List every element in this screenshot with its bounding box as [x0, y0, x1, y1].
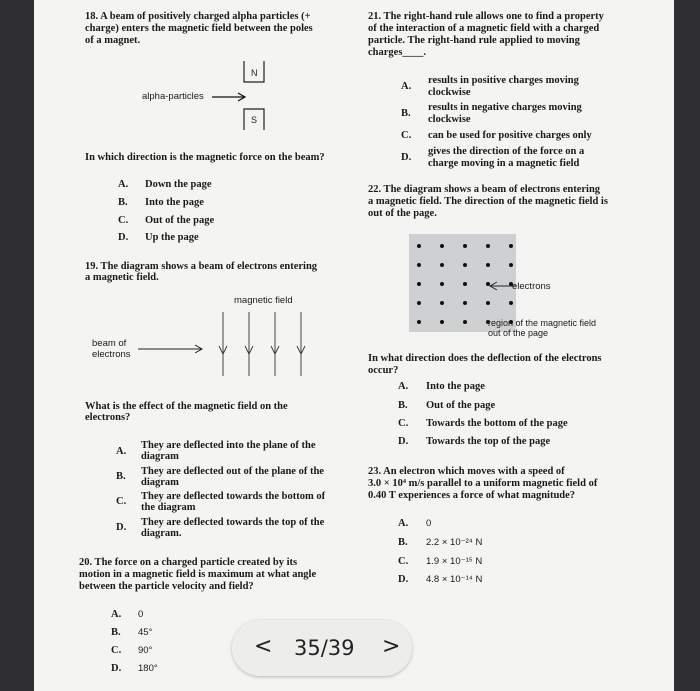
q22-prompt-line1: 22. The diagram shows a beam of electrons entering: [368, 184, 601, 195]
q19-option-letter: B.: [116, 471, 126, 482]
q22-prompt-line2: a magnetic field. The direction of the magnetic field is: [368, 196, 608, 207]
q23-prompt-line1: 23. An electron which moves with a speed of: [368, 466, 565, 477]
worksheet-page: [34, 0, 674, 691]
q22-option-d[interactable]: Towards the top of the page: [426, 436, 551, 447]
q22-option-a[interactable]: Into the page: [426, 381, 485, 392]
q21-prompt-line1: 21. The right-hand rule allows one to find a property: [368, 11, 604, 22]
magnetic-field-lines: [209, 308, 329, 380]
q21-option-a-line1[interactable]: results in positive charges moving: [428, 75, 579, 86]
q19-option-c-line2[interactable]: the diagram: [141, 502, 196, 513]
q20-option-letter: A.: [111, 609, 122, 620]
magnetic-field-label: magnetic field: [234, 295, 293, 306]
field-dot: [440, 244, 444, 248]
field-dot: [463, 320, 467, 324]
alpha-particles-label: alpha-particles: [142, 91, 204, 102]
q20-option-d[interactable]: 180°: [138, 663, 158, 674]
field-dot: [463, 244, 467, 248]
q21-option-letter: C.: [401, 130, 412, 141]
q22-option-letter: D.: [398, 436, 409, 447]
q20-prompt-line3: between the particle velocity and field?: [79, 581, 254, 592]
field-dot: [417, 282, 421, 286]
q21-option-c[interactable]: can be used for positive charges only: [428, 130, 592, 141]
beam-label-line1: beam of: [92, 338, 127, 349]
field-dot: [509, 301, 513, 305]
field-dot: [417, 244, 421, 248]
electrons-label: electrons: [512, 281, 551, 292]
q19-option-letter: A.: [116, 446, 127, 457]
field-dot: [440, 263, 444, 267]
q18-option-a[interactable]: Down the page: [145, 179, 212, 190]
q19-prompt-line2: a magnetic field.: [85, 272, 159, 283]
field-dot: [440, 301, 444, 305]
q19-question-line1: What is the effect of the magnetic field on the: [85, 401, 288, 412]
field-dot: [463, 301, 467, 305]
q18-option-letter: B.: [118, 197, 128, 208]
field-dot: [440, 320, 444, 324]
q23-option-letter: D.: [398, 574, 409, 585]
field-dot: [509, 263, 513, 267]
q18-option-d[interactable]: Up the page: [145, 232, 199, 243]
q22-option-c[interactable]: Towards the bottom of the page: [426, 418, 568, 429]
q23-option-d[interactable]: 4.8 × 10⁻¹⁴ N: [426, 574, 483, 585]
q19-option-letter: D.: [116, 522, 127, 533]
electron-beam-arrow: [138, 344, 204, 354]
q20-option-c[interactable]: 90°: [138, 645, 153, 656]
page-counter: 35/39: [294, 636, 355, 660]
field-dot: [486, 301, 490, 305]
q18-prompt-line3: of a magnet.: [85, 35, 141, 46]
q18-option-letter: D.: [118, 232, 129, 243]
q23-prompt-line3: 0.40 T experiences a force of what magnitude?: [368, 490, 576, 501]
q20-option-letter: D.: [111, 663, 122, 674]
q21-prompt-line4: charges____.: [368, 47, 427, 58]
q18-option-letter: C.: [118, 215, 129, 226]
q22-option-letter: C.: [398, 418, 409, 429]
page-navigator: [232, 620, 412, 676]
q18-prompt-line1: 18. A beam of positively charged alpha particles (+: [85, 11, 311, 22]
north-pole-box: [243, 61, 265, 83]
q22-option-letter: A.: [398, 381, 409, 392]
field-dot: [486, 263, 490, 267]
q23-prompt-line2: 3.0 × 10⁴ m/s parallel to a uniform magnetic field of: [368, 478, 598, 489]
q22-question-line2: occur?: [368, 365, 399, 376]
q19-option-b-line1[interactable]: They are deflected out of the plane of the: [141, 466, 324, 477]
field-dot: [463, 263, 467, 267]
q21-option-letter: D.: [401, 152, 412, 163]
q23-option-letter: B.: [398, 537, 408, 548]
q22-question-line1: In what direction does the deflection of the electrons: [368, 353, 602, 364]
south-pole-label: S: [251, 115, 258, 125]
q22-prompt-line3: out of the page.: [368, 208, 437, 219]
north-pole-label: N: [251, 68, 258, 78]
q19-option-d-line1[interactable]: They are deflected towards the top of the: [141, 517, 325, 528]
q23-option-letter: A.: [398, 518, 409, 529]
q21-option-b-line2[interactable]: clockwise: [428, 114, 471, 125]
q21-option-a-line2[interactable]: clockwise: [428, 87, 471, 98]
field-dot: [417, 320, 421, 324]
q20-prompt-line2: motion in a magnetic field is maximum at what angle: [79, 569, 317, 580]
prev-page-button[interactable]: <: [254, 634, 273, 659]
q19-option-c-line1[interactable]: They are deflected towards the bottom of: [141, 491, 326, 502]
q18-prompt-line2: charge) enters the magnetic field between the poles: [85, 23, 313, 34]
field-dot: [417, 263, 421, 267]
region-label-line2: out of the page: [488, 328, 549, 338]
q18-question: In which direction is the magnetic force on the beam?: [85, 152, 325, 163]
region-label-line1: region of the magnetic field: [488, 318, 597, 328]
q19-prompt-line1: 19. The diagram shows a beam of electrons entering: [85, 261, 318, 272]
q20-option-b[interactable]: 45°: [138, 627, 153, 638]
q21-option-d-line1[interactable]: gives the direction of the force on a: [428, 146, 585, 157]
next-page-button[interactable]: >: [382, 634, 401, 659]
q21-option-letter: A.: [401, 81, 412, 92]
q21-option-b-line1[interactable]: results in negative charges moving: [428, 102, 582, 113]
q19-option-b-line2[interactable]: diagram: [141, 477, 179, 488]
q21-prompt-line2: of the interaction of a magnetic field with a charged: [368, 23, 600, 34]
q20-option-a[interactable]: 0: [138, 609, 144, 620]
q18-option-c[interactable]: Out of the page: [145, 215, 215, 226]
field-dot: [440, 282, 444, 286]
q22-option-b[interactable]: Out of the page: [426, 400, 496, 411]
q18-option-b[interactable]: Into the page: [145, 197, 204, 208]
field-dot: [417, 301, 421, 305]
q20-prompt-line1: 20. The force on a charged particle created by its: [79, 557, 298, 568]
q19-question-line2: electrons?: [85, 412, 131, 423]
field-dot: [509, 244, 513, 248]
q22-option-letter: B.: [398, 400, 408, 411]
q19-option-a-line2[interactable]: diagram: [141, 451, 179, 462]
q20-option-letter: C.: [111, 645, 122, 656]
field-dot: [463, 282, 467, 286]
q19-option-letter: C.: [116, 496, 127, 507]
q21-option-letter: B.: [401, 108, 411, 119]
q23-option-c[interactable]: 1.9 × 10⁻¹⁵ N: [426, 556, 483, 567]
q19-option-a-line1[interactable]: They are deflected into the plane of the: [141, 440, 316, 451]
south-pole-box: [243, 108, 265, 130]
q19-option-d-line2[interactable]: diagram.: [141, 528, 182, 539]
q23-option-a[interactable]: 0: [426, 518, 432, 529]
alpha-beam-arrow: [212, 92, 246, 102]
beam-label-line2: electrons: [92, 349, 131, 360]
q18-option-letter: A.: [118, 179, 129, 190]
q23-option-b[interactable]: 2.2 × 10⁻²⁴ N: [426, 537, 483, 548]
q21-prompt-line3: particle. The right-hand rule applied to moving: [368, 35, 580, 46]
q20-option-letter: B.: [111, 627, 121, 638]
field-dot: [486, 244, 490, 248]
q21-option-d-line2[interactable]: charge moving in a magnetic field: [428, 158, 580, 169]
q23-option-letter: C.: [398, 556, 409, 567]
